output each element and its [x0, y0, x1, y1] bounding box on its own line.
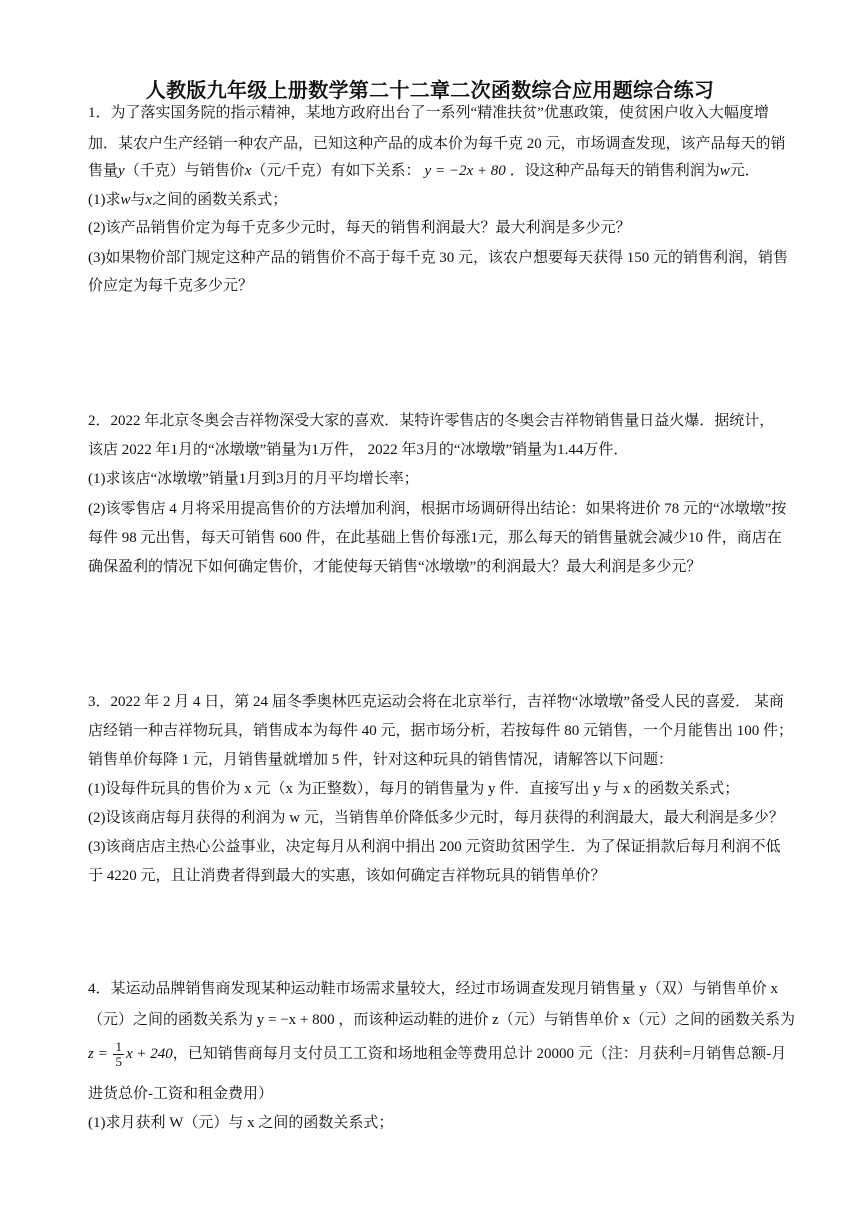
q3-part-3a: (3)该商店店主热心公益事业，决定每月从利润中捐出 200 元资助贫困学生．为了保证捐款后每月利润不低 [88, 839, 781, 855]
q1-text: （千克）与销售价 [124, 163, 245, 179]
q4-fraction [113, 1040, 124, 1069]
q1-var-x: x [145, 192, 153, 208]
q4-line-1: 4．某运动品牌销售商发现某种运动鞋市场需求量较大，经过市场调查发现月销售量 y（双）与销售单价 x [88, 981, 779, 997]
q3-part-3b: 于 4220 元，且让消费者得到最大的实惠，该如何确定吉祥物玩具的销售单价？ [88, 868, 606, 884]
document-title: 人教版九年级上册数学第二十二章二次函数综合应用题综合练习 [145, 78, 715, 102]
q2-line-2: 该店 2022 年1月的“冰墩墩”销量为1万件， 2022 年3月的“冰墩墩”销量为1.44万件． [88, 442, 629, 458]
q4-line-4: 进货总价-工资和租金费用） [88, 1086, 273, 1102]
q3-line-1: 3．2022 年 2 月 4 日，第 24 届冬季奥林匹克运动会将在北京举行，吉祥物“冰墩墩”备受人民的喜爱． 某商 [88, 694, 784, 710]
q2-part-2b: 每件 98 元出售，每天可销售 600 件，在此基础上售价每涨1元，那么每天的销售量就会减少10 件，商店在 [88, 530, 782, 546]
q4-line-2: （元）之间的函数关系为 y = −x + 800 ，而该种运动鞋的进价 z（元）与销售单价 x（元）之间的函数关系为 [88, 1012, 796, 1028]
q1-text: 与 [130, 192, 146, 208]
q3-part-1: (1)设每件玩具的售价为 x 元（x 为正整数），每月的销售量为 y 件．直接写出 y 与 x 的函数关系式； [88, 781, 740, 797]
q1-text: 售量 [88, 163, 119, 179]
q1-line-2: 加．某农户生产经销一种农产品，已知这种产品的成本价为每千克 20 元，市场调查发现，该产品每天的销 [88, 136, 786, 152]
q1-text: 之间的函数关系式； [152, 192, 288, 208]
q3-line-3: 销售单价每降 1 元，月销售量就增加 5 件，针对这种玩具的销售情况，请解答以下问题： [88, 752, 674, 768]
q1-part-3a: (3)如果物价部门规定这种产品的销售价不高于每千克 30 元，该农户想要每天获得 150 元的销售利润，销售 [88, 250, 788, 266]
q1-part-3b: 价应定为每千克多少元？ [88, 278, 254, 294]
q2-part-2c: 确保盈利的情况下如何确定售价，才能使每天销售“冰墩墩”的利润最大？最大利润是多少元？ [88, 559, 702, 575]
q1-text: (1)求 [88, 192, 121, 208]
q1-text: ．设这种产品每天的销售利润为 [509, 163, 720, 179]
q1-text: （元/千克）有如下关系： [251, 163, 421, 179]
q1-part-1 [88, 190, 287, 210]
q1-equation: y = −2x + 80 [424, 163, 506, 179]
q4-fraction-denominator: 5 [115, 1054, 122, 1070]
q1-line-1: 1．为了落实国务院的指示精神，某地方政府出台了一系列“精准扶贫”优惠政策，使贫困户收入大幅度增 [88, 105, 769, 121]
q2-part-1: (1)求该店“冰墩墩”销量1月到3月的月平均增长率； [88, 471, 419, 487]
q3-part-2: (2)设该商店每月获得的利润为 w 元，当销售单价降低多少元时，每月获得的利润最大，最大利润是多少？ [88, 810, 784, 826]
q1-var-w: w [719, 163, 730, 179]
q2-line-1: 2．2022 年北京冬奥会吉祥物深受大家的喜欢．某特许零售店的冬奥会吉祥物销售量日益火爆．据统计， [88, 413, 775, 429]
q1-var-w: w [120, 192, 131, 208]
q4-text: ，已知销售商每月支付员工工资和场地租金等费用总计 20000 元（注：月获利=月销售总额-月 [172, 1046, 787, 1062]
q4-line-3 [88, 1040, 786, 1069]
q1-var-y: y [118, 163, 125, 179]
q4-equation-lhs: z = [88, 1046, 108, 1062]
q1-text: 元． [729, 163, 760, 179]
q1-var-x: x [244, 163, 252, 179]
q2-part-2a: (2)该零售店 4 月将采用提高售价的方法增加利润，根据市场调研得出结论：如果将进价 78 元的“冰墩墩”按 [88, 501, 787, 517]
q1-line-3 [88, 161, 760, 181]
q3-line-2: 店经销一种吉祥物玩具，销售成本为每件 40 元，据市场分析，若按每件 80 元销售，一个月能售出 100 件； [88, 723, 794, 739]
q4-fraction-numerator: 1 [115, 1039, 122, 1055]
q4-equation-rhs: x + 240 [125, 1046, 173, 1062]
q1-part-2: (2)该产品销售价定为每千克多少元时，每天的销售利润最大？最大利润是多少元？ [88, 220, 631, 236]
q4-part-1: (1)求月获利 W（元）与 x 之间的函数关系式； [88, 1115, 394, 1131]
